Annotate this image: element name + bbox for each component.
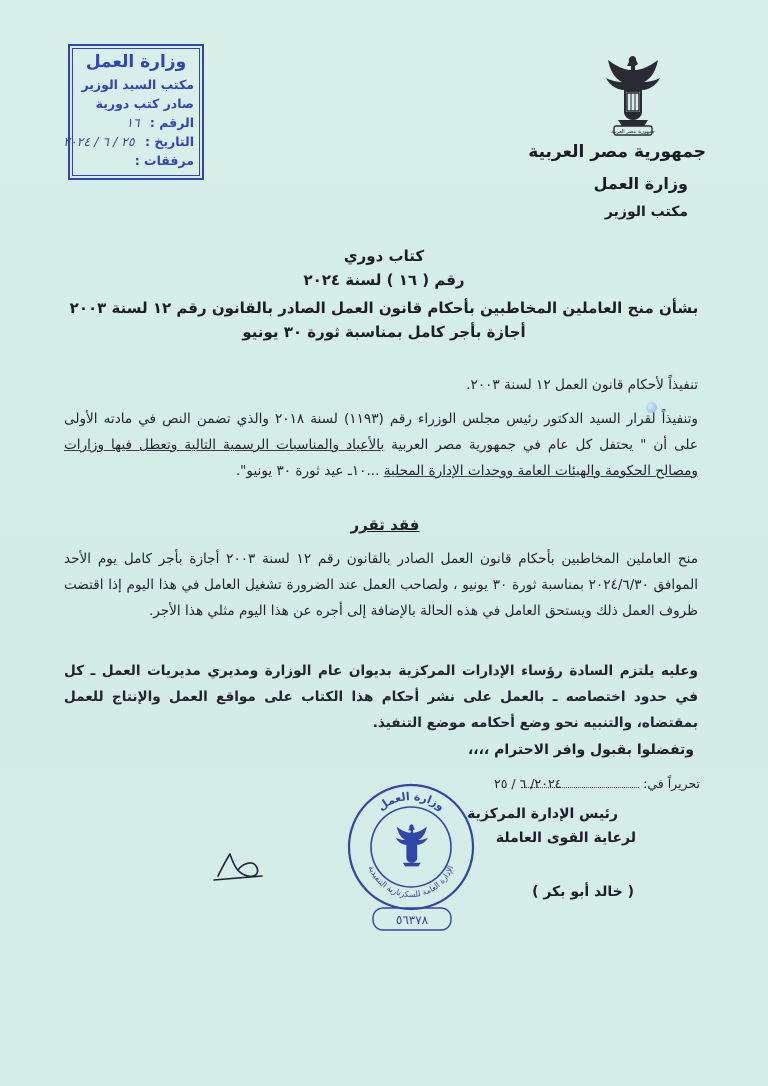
signer-name: ( خالد أبو بكر ) <box>532 884 634 900</box>
para-law-reference: تنفيذاً لأحكام قانون العمل ١٢ لسنة ٢٠٠٣. <box>466 377 698 393</box>
stamp-office: مكتب السيد الوزير <box>81 77 194 92</box>
subject-line-1: بشأن منح العاملين المخاطبين بأحكام قانون العمل الصادر بالقانون رقم ١٢ لسنة ٢٠٠٣ <box>69 299 699 317</box>
para-decree-underlined: بالأعياد والمناسبات الرسمية التالية وتعطل فيها وزارات ومصالح الحكومة والهيئات العامة ووحدات الإدارة المحلية <box>64 437 698 479</box>
decision-heading: فقد تقرر <box>350 516 420 534</box>
handwritten-signature <box>208 846 268 886</box>
para-decree-intro: وتنفيذاً لقرار السيد الدكتور رئيس مجلس الوزراء رقم (١١٩٣) لسنة ٢٠١٨ والذي تضمن النص في مادته الأولى على أن " يحتفل كل عام في جمهورية مصر العربية <box>64 411 699 453</box>
receipt-stamp <box>63 44 204 180</box>
letterhead-ministry: وزارة العمل <box>593 174 688 193</box>
stamp-number-row <box>78 113 194 132</box>
para-decree <box>64 406 698 484</box>
stamp-number-value: ١٦ <box>126 115 140 130</box>
closing-line: وتفضلوا بقبول وافر الاحترام ،،،، <box>467 742 694 758</box>
signer-title-line-1: رئيس الإدارة المركزية <box>467 806 618 822</box>
date-line <box>490 776 700 791</box>
seal-mark-text: ٥٦٣٧٨ <box>395 913 429 927</box>
seal-top-text: وزارة العمل <box>375 789 447 814</box>
date-label: تحريراً في: <box>643 776 700 791</box>
doc-number: رقم ( ١٦ ) لسنة ٢٠٢٤ <box>303 271 465 289</box>
para-decision: منح العاملين المخاطبين بأحكام قانون العمل الصادر بالقانون رقم ١٢ لسنة ٢٠٠٣ أجازة بأجر كامل يوم الأحد الموافق ٢٠٢٤/٦/٣٠ بمناسبة ثورة ٣٠ يونيو ، ولصاحب العمل عند الضرورة تشغيل العامل في هذا اليوم إذا اقتضت ظروف العمل ذلك ويستحق العامل في هذه الحالة بالإضافة إلى أجره عن هذا اليوم مثلي هذا الأجر. <box>64 551 699 619</box>
eagle-emblem-icon <box>600 52 666 144</box>
subject-line-2: أجازة بأجر كامل بمناسبة ثورة ٣٠ يونيو <box>242 323 526 341</box>
stamp-issued-from: صادر كتب دورية <box>95 96 194 111</box>
emblem-caption: جمهورية مصر العربية <box>611 129 655 135</box>
letterhead-office: مكتب الوزير <box>604 204 688 220</box>
seal-mark <box>372 906 452 932</box>
signer-title-line-2: لرعاية القوى العاملة <box>495 830 636 846</box>
stamp-attachments-label: مرفقات : <box>134 153 194 168</box>
stamp-date-row <box>63 132 194 151</box>
para-compliance: وعليه يلتزم السادة رؤساء الإدارات المركزية بديوان عام الوزارة ومديري مديريات العمل ـ كل في حدود اختصاصه ـ بالعمل على نشر أحكام هذا الكتاب على مواقع العمل والإنتاج للعمل بمقتضاه، والتنبيه نحو وضع أحكامه موضع التنفيذ. <box>64 663 698 731</box>
seal-eagle-icon <box>396 824 428 866</box>
seal-bottom-text: الإدارة العامة للسكرتارية التنفيذية <box>366 864 456 900</box>
date-value: ٢٠٢٤/ ٦ / ٢٥ <box>494 776 562 791</box>
doc-type: كتاب دوري <box>343 247 425 265</box>
stamp-number-label: الرقم : <box>149 115 194 130</box>
letterhead-country: جمهورية مصر العربية <box>528 142 706 162</box>
stamp-ministry: وزارة العمل <box>85 52 187 72</box>
stamp-date-label: التاريخ : <box>144 134 194 149</box>
ministry-seal <box>346 782 476 912</box>
stamp-date-value: ٢٥ / ٦ / ٢٠٢٤ <box>63 134 135 149</box>
para-decree-end: ...١٠ـ عيد ثورة ٣٠ يونيو". <box>235 463 384 479</box>
